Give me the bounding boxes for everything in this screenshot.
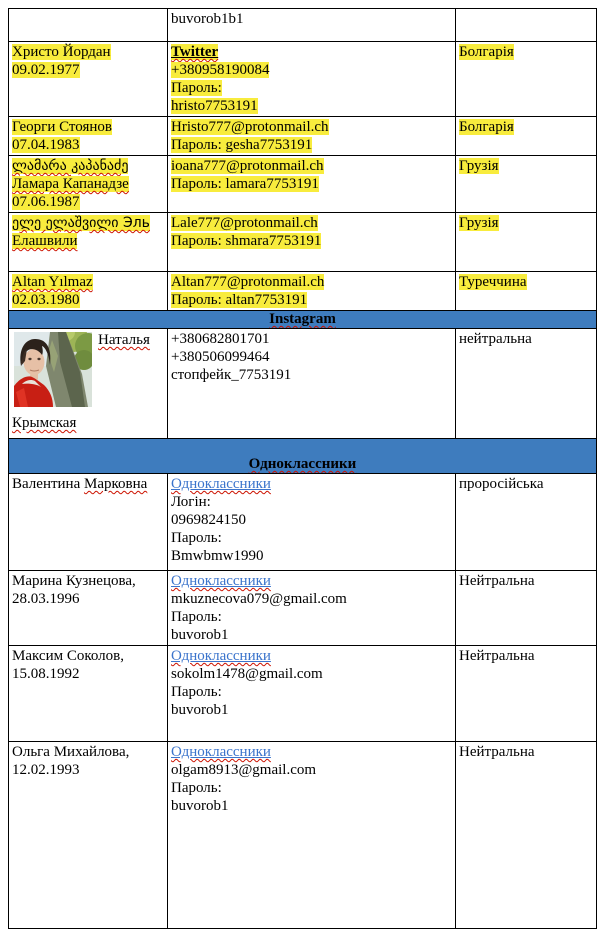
text-line: [459, 43, 592, 61]
table-row: [9, 272, 597, 311]
text-line: [171, 665, 451, 683]
text-segment: Максим Соколов,: [12, 648, 124, 664]
text-line: [171, 761, 451, 779]
text-line: [12, 761, 163, 779]
text-line: [171, 608, 451, 626]
text-line: [171, 572, 451, 590]
account-cell: [168, 213, 456, 272]
person-cell: [9, 329, 168, 439]
person-cell: [9, 474, 168, 571]
table-row: [9, 117, 597, 156]
text-segment: Пароль:: [171, 80, 222, 96]
text-line: [171, 547, 451, 565]
text-line: [12, 743, 163, 761]
affiliation-cell: [456, 156, 597, 213]
person-cell: [9, 9, 168, 42]
section-title: Одноклассники: [248, 456, 357, 472]
text-line: [171, 61, 451, 79]
text-segment: Пароль: altan7753191: [171, 292, 308, 308]
account-cell: [168, 571, 456, 646]
table-row: [9, 9, 597, 42]
text-line: [12, 590, 163, 608]
affiliation-cell: [456, 213, 597, 272]
text-line: [171, 348, 451, 366]
text-segment: +380506099464: [171, 349, 270, 365]
text-line: [12, 193, 163, 211]
text-segment: 12.02.1993: [12, 762, 80, 778]
text-line: [12, 291, 163, 309]
odnoklassniki-link[interactable]: Одноклассники: [171, 573, 271, 589]
text-segment: Altan Yılmaz: [12, 274, 93, 290]
text-segment: Altan777@protonmail.ch: [171, 274, 325, 290]
text-line: [171, 79, 451, 97]
text-segment: 02.03.1980: [12, 292, 80, 308]
text-line: [459, 330, 592, 348]
text-line: [459, 647, 592, 665]
text-line: [171, 743, 451, 761]
text-segment: Марина Кузнецова,: [12, 573, 136, 589]
text-line: [12, 214, 163, 232]
text-line: [171, 590, 451, 608]
text-line: [171, 232, 451, 250]
text-segment: Болгарія: [459, 44, 514, 60]
text-segment: Пароль:: [171, 684, 222, 700]
text-segment: Нейтральна: [459, 573, 535, 589]
text-segment: Нейтральна: [459, 648, 535, 664]
text-line: [171, 136, 451, 154]
text-line: [12, 273, 163, 291]
accounts-table-body: [9, 9, 597, 929]
text-segment: стопфейк_7753191: [171, 367, 292, 383]
profile-first-name: [98, 330, 150, 349]
account-cell: [168, 646, 456, 742]
text-line: [171, 701, 451, 719]
odnoklassniki-link[interactable]: Одноклассники: [171, 476, 271, 492]
affiliation-cell: [456, 646, 597, 742]
text-line: [171, 626, 451, 644]
text-segment: Логін:: [171, 494, 211, 510]
section-row: [9, 311, 597, 329]
text-line: [12, 232, 163, 250]
person-cell: [9, 117, 168, 156]
text-line: [12, 647, 163, 665]
table-row: [9, 571, 597, 646]
section-header-cell: [9, 311, 597, 329]
text-segment: Болгарія: [459, 119, 514, 135]
odnoklassniki-link[interactable]: Одноклассники: [171, 744, 271, 760]
account-cell: [168, 329, 456, 439]
text-line: [171, 797, 451, 815]
text-segment: olgam8913@gmail.com: [171, 762, 317, 778]
text-line: [12, 475, 163, 493]
person-cell: [9, 742, 168, 929]
text-line: [171, 175, 451, 193]
odnoklassniki-link[interactable]: Одноклассники: [171, 648, 271, 664]
text-line: [171, 291, 451, 309]
text-segment: Lale777@protonmail.ch: [171, 215, 318, 231]
text-segment: Крымская: [12, 415, 77, 431]
text-line: [12, 665, 163, 683]
text-line: [12, 61, 163, 79]
table-row: [9, 742, 597, 929]
text-segment: Елашвили: [12, 233, 78, 249]
section-title: Instagram: [269, 311, 336, 327]
text-line: [459, 118, 592, 136]
profile-photo: [14, 332, 92, 407]
text-line: [171, 157, 451, 175]
text-line: [171, 779, 451, 797]
person-cell: [9, 42, 168, 117]
section-header-cell: [9, 439, 597, 474]
person-cell: [9, 272, 168, 311]
text-line: [12, 572, 163, 590]
text-segment: Валентина: [12, 476, 84, 492]
text-segment: buvorob1: [171, 798, 229, 814]
text-segment: Пароль:: [171, 780, 222, 796]
text-line: [459, 214, 592, 232]
text-line: [171, 683, 451, 701]
affiliation-cell: [456, 9, 597, 42]
text-line: [171, 118, 451, 136]
text-segment: 0969824150: [171, 512, 246, 528]
account-cell: [168, 9, 456, 42]
text-segment: hristo7753191: [171, 98, 258, 114]
text-segment: проросійська: [459, 476, 544, 492]
account-cell: [168, 474, 456, 571]
person-cell: [9, 646, 168, 742]
account-cell: [168, 156, 456, 213]
text-line: [171, 475, 451, 493]
text-segment: Hristo777@protonmail.ch: [171, 119, 329, 135]
text-segment: ioana777@protonmail.ch: [171, 158, 324, 174]
text-segment: buvorob1b1: [171, 11, 244, 27]
text-segment: Bmwbmw1990: [171, 548, 264, 564]
text-line: [171, 273, 451, 291]
text-segment: Пароль: shmara7753191: [171, 233, 322, 249]
text-segment: buvorob1: [171, 627, 229, 643]
text-line: [12, 118, 163, 136]
account-cell: [168, 742, 456, 929]
text-segment: Грузія: [459, 158, 499, 174]
account-cell: [168, 272, 456, 311]
text-line: [171, 330, 451, 348]
profile-last-name: [12, 414, 163, 432]
table-row: [9, 646, 597, 742]
text-line: [12, 175, 163, 193]
text-line: [171, 43, 451, 61]
table-row: [9, 213, 597, 272]
table-row: [9, 474, 597, 571]
text-line: [459, 475, 592, 493]
text-segment: Пароль: lamara7753191: [171, 176, 319, 192]
person-cell: [9, 571, 168, 646]
account-cell: [168, 42, 456, 117]
text-line: [171, 529, 451, 547]
text-segment: Ламара Капанадзе: [12, 176, 129, 192]
text-segment: 07.04.1983: [12, 137, 80, 153]
text-segment: Туреччина: [459, 274, 527, 290]
person-cell: [9, 156, 168, 213]
text-line: [459, 572, 592, 590]
text-segment: Ольга Михайлова,: [12, 744, 130, 760]
text-line: [12, 43, 163, 61]
text-segment: Георги Стоянов: [12, 119, 113, 135]
text-segment: +380682801701: [171, 331, 270, 347]
profile-row: [9, 329, 597, 439]
text-segment: ელე ელაშვილი Эль: [12, 215, 150, 231]
text-segment: Пароль:: [171, 609, 222, 625]
text-segment: 15.08.1992: [12, 666, 80, 682]
affiliation-cell: [456, 272, 597, 311]
text-line: [459, 157, 592, 175]
text-line: [171, 214, 451, 232]
text-segment: нейтральна: [459, 331, 532, 347]
text-line: [171, 647, 451, 665]
text-line: [12, 157, 163, 175]
profile-photo-row: [12, 330, 163, 407]
text-segment: Пароль: gesha7753191: [171, 137, 313, 153]
account-cell: [168, 117, 456, 156]
text-segment: mkuznecova079@gmail.com: [171, 591, 347, 607]
table-row: [9, 42, 597, 117]
text-line: [171, 493, 451, 511]
affiliation-cell: [456, 117, 597, 156]
affiliation-cell: [456, 571, 597, 646]
text-line: [459, 743, 592, 761]
text-segment: Марковна: [83, 476, 148, 492]
text-segment: Нейтральна: [459, 744, 535, 760]
twitter-link[interactable]: Twitter: [171, 44, 219, 60]
text-line: [171, 10, 451, 28]
affiliation-cell: [456, 42, 597, 117]
text-line: [171, 366, 451, 384]
text-line: [171, 511, 451, 529]
woman-portrait-photo: [14, 332, 92, 407]
text-segment: Грузія: [459, 215, 499, 231]
text-segment: ლამარა კაპანაძე: [12, 158, 129, 174]
affiliation-cell: [456, 329, 597, 439]
text-segment: 07.06.1987: [12, 194, 80, 210]
text-segment: Пароль:: [171, 530, 222, 546]
section-row: [9, 439, 597, 474]
affiliation-cell: [456, 742, 597, 929]
text-segment: 28.03.1996: [12, 591, 80, 607]
affiliation-cell: [456, 474, 597, 571]
text-segment: buvorob1: [171, 702, 229, 718]
table-row: [9, 156, 597, 213]
text-line: [459, 273, 592, 291]
person-cell: [9, 213, 168, 272]
text-segment: +380958190084: [171, 62, 270, 78]
text-segment: 09.02.1977: [12, 62, 80, 78]
text-segment: Наталья: [98, 332, 150, 348]
text-segment: sokolm1478@gmail.com: [171, 666, 323, 682]
accounts-table: [8, 8, 597, 929]
text-line: [12, 136, 163, 154]
text-segment: Христо Йордан: [12, 44, 111, 60]
text-line: [171, 97, 451, 115]
